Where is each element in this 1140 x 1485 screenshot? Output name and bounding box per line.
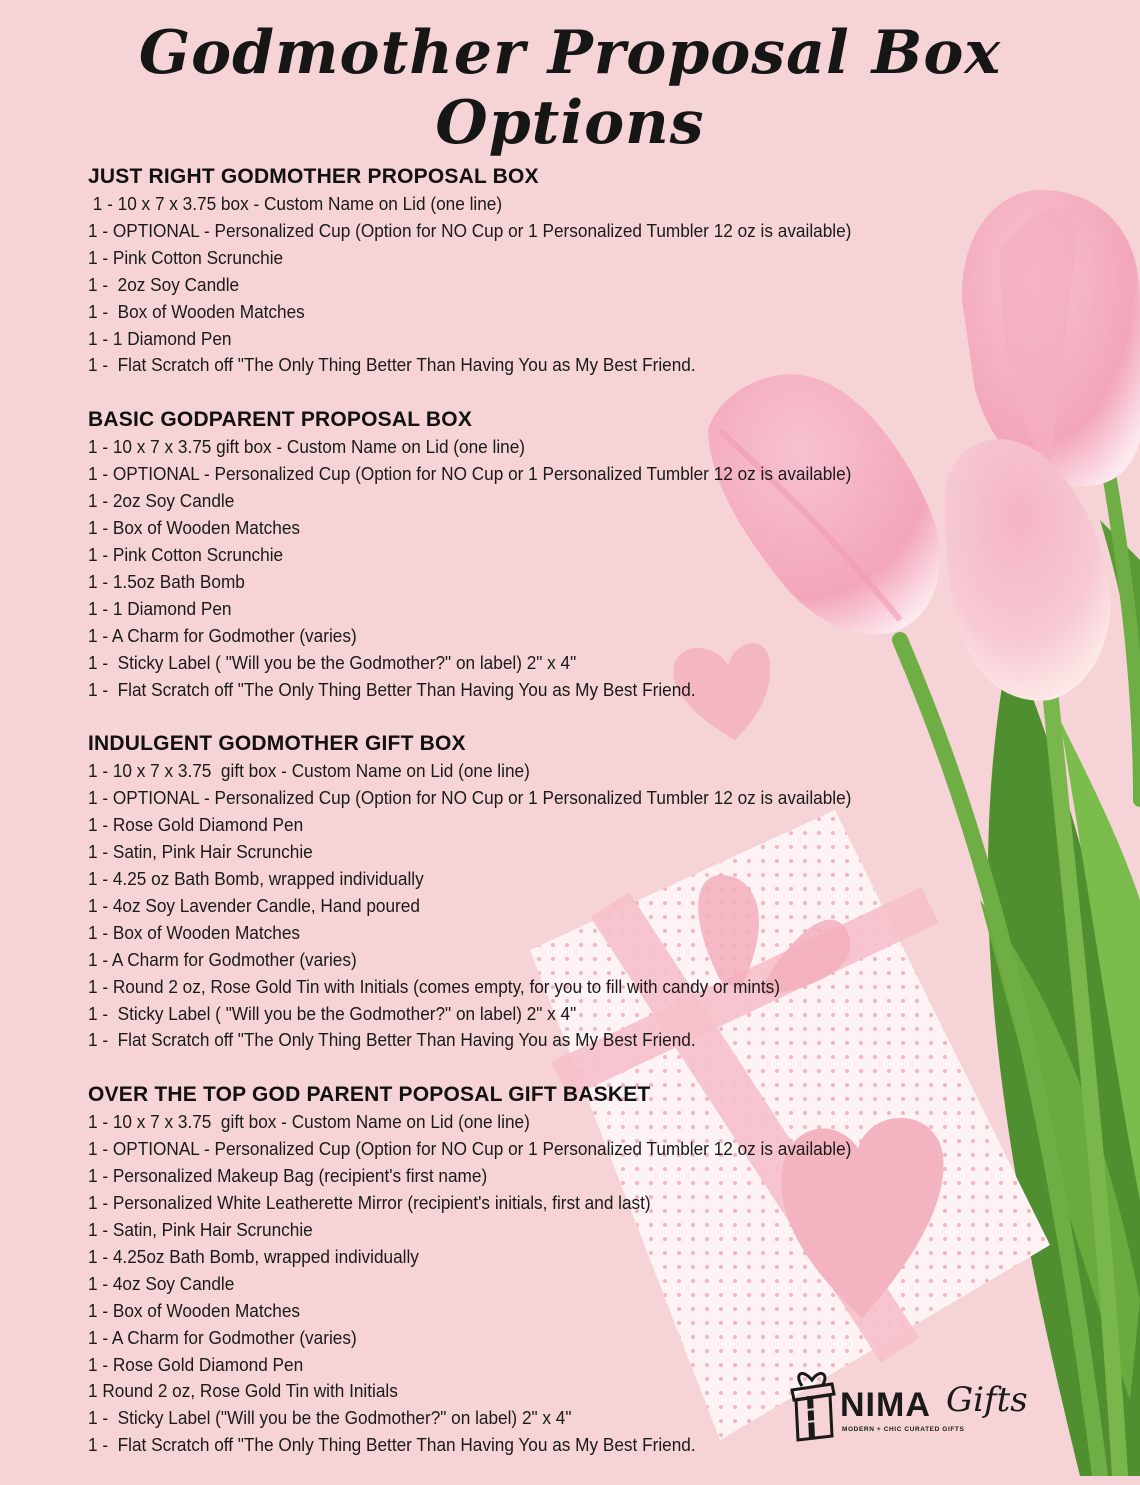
section-heading: INDULGENT GODMOTHER GIFT BOX — [88, 732, 466, 756]
list-item: 1 - 2oz Soy Candle — [88, 490, 235, 512]
list-item: 1 - 2oz Soy Candle — [88, 273, 240, 295]
list-item: 1 - Box of Wooden Matches — [88, 517, 300, 539]
list-item: 1 - 1 Diamond Pen — [88, 597, 232, 619]
gift-box-icon — [788, 1366, 840, 1442]
list-item: 1 - 4.25oz Bath Bomb, wrapped individually — [88, 1245, 419, 1267]
list-item: 1 - 1 Diamond Pen — [88, 327, 232, 349]
item-list — [88, 434, 948, 703]
logo-script: Gifts — [946, 1380, 1028, 1420]
list-item: 1 - OPTIONAL - Personalized Cup (Option for NO Cup or 1 Personalized Tumbler 12 oz is available) — [88, 787, 852, 809]
box-options-list — [88, 162, 948, 1485]
list-item: 1 - OPTIONAL - Personalized Cup (Option for NO Cup or 1 Personalized Tumbler 12 oz is available) — [88, 463, 852, 485]
list-item: 1 - 4oz Soy Lavender Candle, Hand poured — [88, 894, 420, 916]
section-heading: JUST RIGHT GODMOTHER PROPOSAL BOX — [88, 165, 539, 188]
page-title: Godmother Proposal Box Options — [138, 18, 1002, 158]
section-basic — [88, 405, 948, 703]
item-list — [88, 191, 948, 379]
list-item: 1 - A Charm for Godmother (varies) — [88, 624, 357, 646]
section-just-right — [88, 162, 948, 379]
list-item: 1 - 10 x 7 x 3.75 box - Custom Name on Lid (one line) — [88, 193, 503, 214]
list-item: 1 - OPTIONAL - Personalized Cup (Option for NO Cup or 1 Personalized Tumbler 12 oz is available) — [88, 219, 852, 241]
nima-gifts-logo — [788, 1366, 1048, 1442]
list-item: 1 - Pink Cotton Scrunchie — [88, 543, 284, 565]
list-item: 1 - 10 x 7 x 3.75 gift box - Custom Name on Lid (one line) — [88, 1111, 530, 1133]
list-item: 1 - Sticky Label ( "Will you be the Godmother?" on label) 2" x 4" — [88, 651, 577, 673]
list-item: 1 - Satin, Pink Hair Scrunchie — [88, 1219, 313, 1240]
list-item: 1 - Sticky Label ( "Will you be the Godmother?" on label) 2" x 4" — [88, 1002, 577, 1024]
list-item: 1 - Rose Gold Diamond Pen — [88, 814, 304, 836]
list-item: 1 - Satin, Pink Hair Scrunchie — [88, 841, 313, 863]
list-item: 1 - 4.25 oz Bath Bomb, wrapped individually — [88, 868, 424, 890]
list-item: 1 - Box of Wooden Matches — [88, 300, 305, 322]
list-item: 1 - OPTIONAL - Personalized Cup (Option for NO Cup or 1 Personalized Tumbler 12 oz is available) — [88, 1138, 852, 1160]
section-heading: OVER THE TOP GOD PARENT POPOSAL GIFT BASKET — [88, 1083, 651, 1107]
list-item: 1 - 10 x 7 x 3.75 gift box - Custom Name on Lid (one line) — [88, 436, 526, 458]
list-item: 1 - 4oz Soy Candle — [88, 1272, 235, 1294]
list-item: 1 - A Charm for Godmother (varies) — [88, 1326, 357, 1348]
list-item: 1 - Flat Scratch off "The Only Thing Better Than Having You as My Best Friend. — [88, 678, 696, 700]
list-item: 1 - Box of Wooden Matches — [88, 1299, 300, 1321]
list-item: 1 - Sticky Label ("Will you be the Godmother?" on label) 2" x 4" — [88, 1407, 572, 1429]
list-item: 1 Round 2 oz, Rose Gold Tin with Initials — [88, 1380, 398, 1402]
list-item: 1 - Round 2 oz, Rose Gold Tin with Initials (comes empty, for you to fill with candy or mints) — [88, 975, 780, 997]
logo-brand: NIMA — [840, 1386, 931, 1424]
list-item: 1 - Pink Cotton Scrunchie — [88, 246, 284, 268]
list-item: 1 - 1.5oz Bath Bomb — [88, 570, 245, 592]
list-item: 1 - Personalized Makeup Bag (recipient's first name) — [88, 1165, 488, 1187]
list-item: 1 - 10 x 7 x 3.75 gift box - Custom Name on Lid (one line) — [88, 760, 530, 782]
list-item: 1 - Box of Wooden Matches — [88, 921, 300, 943]
list-item: 1 - Flat Scratch off "The Only Thing Better Than Having You as My Best Friend. — [88, 1434, 696, 1456]
section-indulgent — [88, 729, 948, 1054]
list-item: 1 - Flat Scratch off "The Only Thing Better Than Having You as My Best Friend. — [88, 1029, 696, 1051]
list-item: 1 - Flat Scratch off "The Only Thing Better Than Having You as My Best Friend. — [88, 354, 696, 376]
item-list — [88, 758, 948, 1054]
list-item: 1 - Rose Gold Diamond Pen — [88, 1353, 304, 1375]
list-item: 1 - A Charm for Godmother (varies) — [88, 948, 357, 970]
logo-tagline: MODERN + CHIC CURATED GIFTS — [842, 1426, 965, 1433]
list-item: 1 - Personalized White Leatherette Mirror (recipient's initials, first and last) — [88, 1192, 651, 1214]
section-heading: BASIC GODPARENT PROPOSAL BOX — [88, 408, 473, 432]
